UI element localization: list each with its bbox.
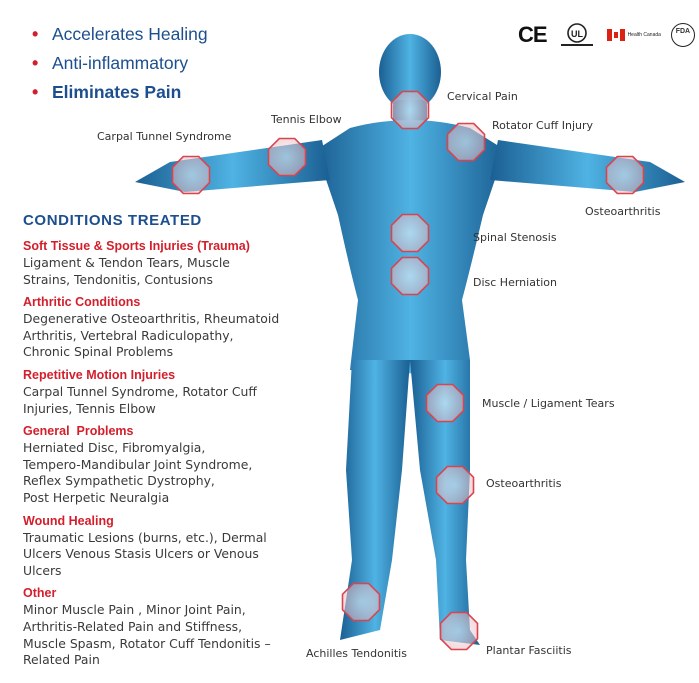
- label-rotator-cuff: Rotator Cuff Injury: [492, 119, 593, 132]
- condition-category: [23, 367, 293, 417]
- category-body: Carpal Tunnel Syndrome, Rotator Cuff Injuries, Tennis Elbow: [23, 383, 257, 416]
- label-osteoarthritis-knee: Osteoarthritis: [486, 477, 562, 490]
- benefit-text: Accelerates Healing: [52, 24, 208, 44]
- category-heading: Wound Healing: [23, 513, 114, 528]
- condition-category: [23, 585, 293, 668]
- label-disc-herniation: Disc Herniation: [473, 276, 558, 289]
- condition-category: [23, 294, 293, 361]
- marker-plantar: [441, 613, 478, 650]
- category-body: Minor Muscle Pain , Minor Joint Pain, Arthritis-Related Pain and Stiffness, Muscle Spasm, Rotator Cuff Tendonitis – Related Pain: [23, 602, 271, 668]
- marker-achilles: [343, 584, 380, 621]
- benefit-text: Eliminates Pain: [52, 82, 182, 102]
- marker-osteo-wrist: [607, 157, 644, 194]
- benefit-text: Anti-inflammatory: [52, 53, 189, 73]
- category-heading: Arthritic Conditions: [23, 295, 141, 310]
- marker-osteo-knee: [437, 467, 474, 504]
- ul-mark-icon: [557, 22, 597, 48]
- svg-text:UL: UL: [570, 29, 583, 39]
- condition-category: [23, 423, 293, 506]
- category-heading: Other: [23, 586, 57, 601]
- category-body: Herniated Disc, Fibromyalgia, Tempero-Mandibular Joint Syndrome, Reflex Sympathetic Dystrophy, Post Herpetic Neuralgia: [23, 440, 253, 505]
- benefit-item: • Accelerates Healing: [32, 24, 208, 44]
- canada-flag-icon: [607, 29, 625, 41]
- ce-mark-icon: CE: [518, 22, 547, 47]
- marker-rotator: [448, 124, 485, 161]
- marker-cervical: [392, 92, 429, 129]
- label-plantar: Plantar Fasciitis: [486, 644, 572, 657]
- conditions-title: CONDITIONS TREATED: [23, 212, 202, 229]
- marker-disc: [392, 258, 429, 295]
- marker-muscle: [427, 385, 464, 422]
- certification-logos: [518, 22, 695, 48]
- category-heading: Soft Tissue & Sports Injuries (Trauma): [23, 239, 250, 253]
- benefits-list: [30, 22, 208, 109]
- marker-carpal: [173, 157, 210, 194]
- health-canada-logo: [607, 29, 661, 41]
- condition-category: [23, 238, 293, 288]
- benefit-item: • Anti-inflammatory: [32, 53, 189, 73]
- label-spinal-stenosis: Spinal Stenosis: [473, 231, 557, 244]
- category-body: Ligament & Tendon Tears, Muscle Strains, Tendonitis, Contusions: [23, 255, 230, 287]
- label-osteoarthritis-wrist: Osteoarthritis: [585, 205, 661, 218]
- marker-tennis-elbow: [269, 139, 306, 176]
- category-heading: Repetitive Motion Injuries: [23, 367, 176, 382]
- label-muscle-ligament: Muscle / Ligament Tears: [482, 397, 615, 410]
- fda-seal-icon: FDA: [671, 23, 695, 47]
- label-tennis-elbow: Tennis Elbow: [271, 113, 342, 126]
- marker-spinal: [392, 215, 429, 252]
- label-achilles: Achilles Tendonitis: [306, 647, 407, 660]
- condition-category: [23, 513, 293, 580]
- conditions-treated: [23, 212, 293, 675]
- category-heading: General Problems: [23, 424, 134, 439]
- label-carpal-tunnel: Carpal Tunnel Syndrome: [97, 130, 232, 143]
- category-body: Traumatic Lesions (burns, etc.), Dermal Ulcers Venous Stasis Ulcers or Venous Ulcers: [23, 529, 267, 578]
- benefit-item: • Eliminates Pain: [32, 82, 182, 102]
- category-body: Degenerative Osteoarthritis, Rheumatoid Arthritis, Vertebral Radiculopathy, Chronic Spinal Problems: [23, 311, 280, 360]
- label-cervical-pain: Cervical Pain: [447, 90, 518, 103]
- health-canada-text: Health Canada: [627, 32, 661, 38]
